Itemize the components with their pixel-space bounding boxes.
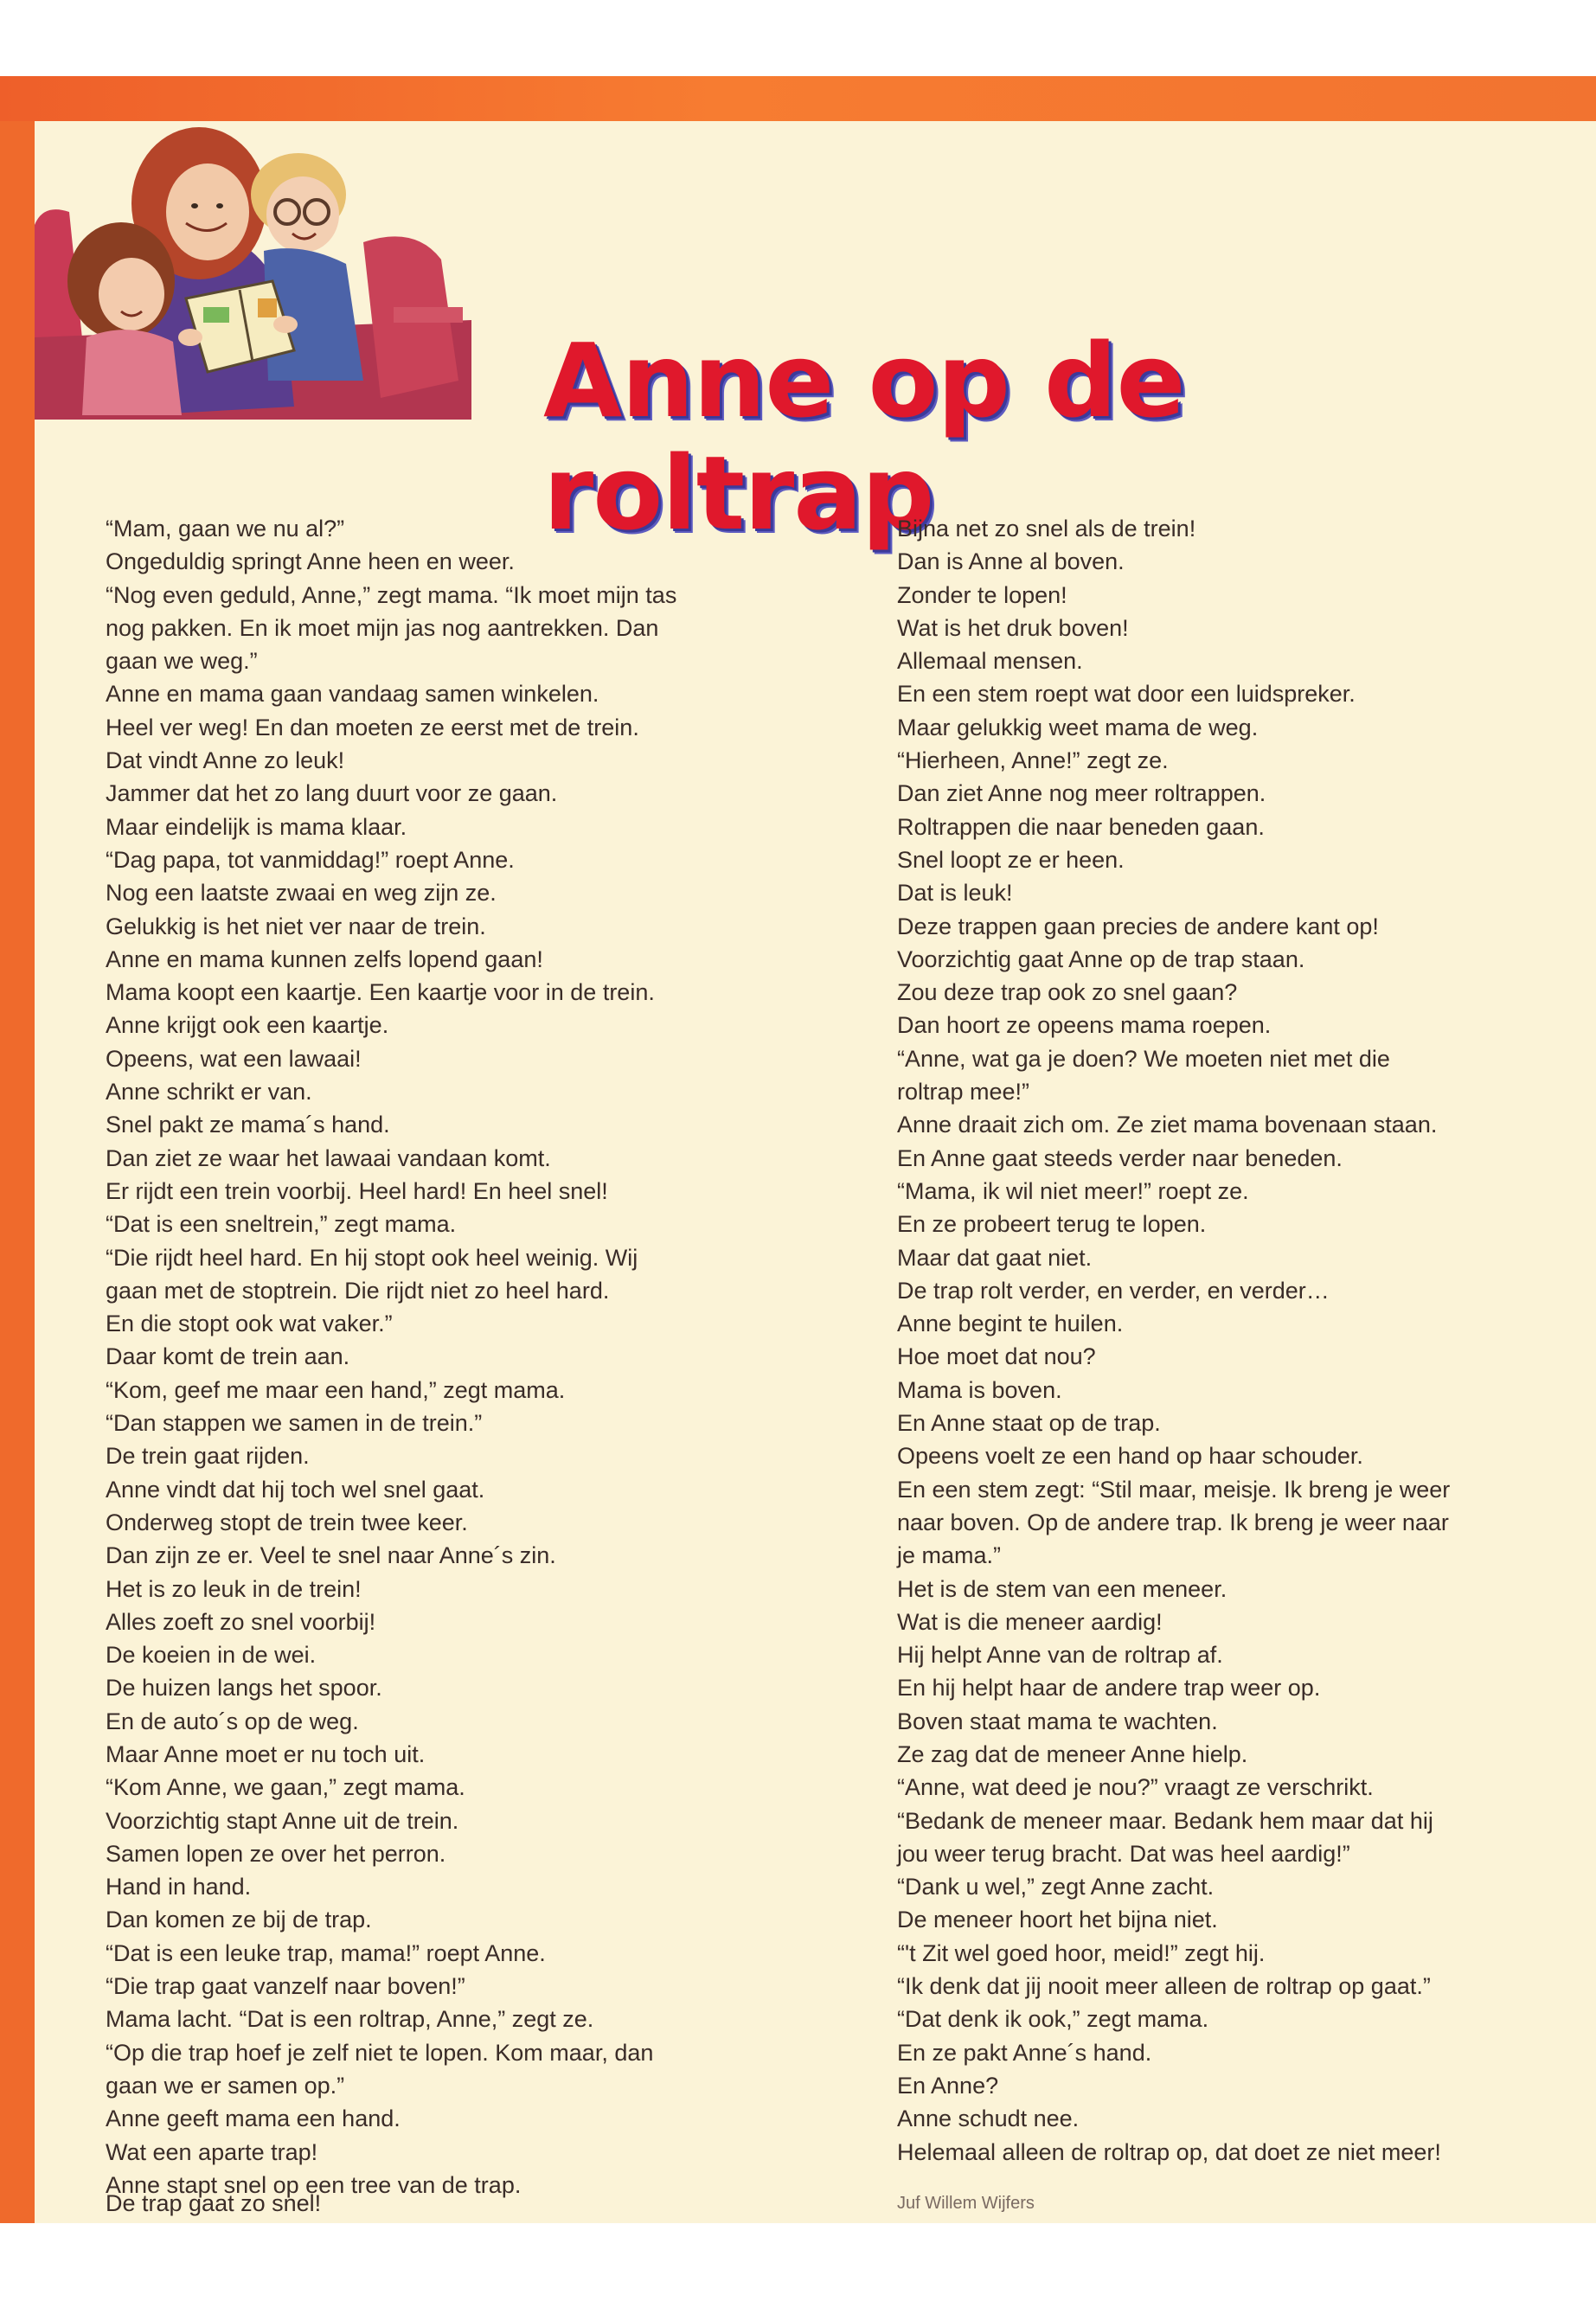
story-line: “Bedank de meneer maar. Bedank hem maar dat hij <box>897 1807 1433 1834</box>
bottom-margin <box>0 2223 1596 2301</box>
mother-face <box>166 163 249 260</box>
left-cutoff-line: De trap gaat zo snel! <box>106 2190 322 2216</box>
story-line: En ze pakt Anne´s hand. <box>897 2039 1152 2066</box>
story-line: Dan zijn ze er. Veel te snel naar Anne´s zin. <box>106 1542 556 1569</box>
story-line: “'t Zit wel goed hoor, meid!” zegt hij. <box>897 1939 1266 1966</box>
story-line: De huizen langs het spoor. <box>106 1675 382 1702</box>
story-line: naar boven. Op de andere trap. Ik breng je weer naar <box>897 1509 1449 1535</box>
story-line: Dan komen ze bij de trap. <box>106 1907 372 1933</box>
story-line: De trap rolt verder, en verder, en verder… <box>897 1277 1330 1304</box>
story-line: Nog een laatste zwaai en weg zijn ze. <box>106 880 497 907</box>
story-line: En een stem roept wat door een luidspreker. <box>897 681 1356 708</box>
story-line: “Mama, ik wil niet meer!” roept ze. <box>897 1177 1249 1204</box>
story-line: Maar gelukkig weet mama de weg. <box>897 714 1259 740</box>
story-line: Voorzichtig stapt Anne uit de trein. <box>106 1807 459 1834</box>
story-line: gaan we er samen op.” <box>106 2072 345 2099</box>
story-line: “Op die trap hoef je zelf niet te lopen. Kom maar, dan <box>106 2039 654 2066</box>
story-line: Voorzichtig gaat Anne op de trap staan. <box>897 945 1305 972</box>
story-line: roltrap mee!” <box>897 1079 1030 1106</box>
story-line: Ongeduldig springt Anne heen en weer. <box>106 548 515 575</box>
story-line: Wat is die meneer aardig! <box>897 1608 1163 1635</box>
story-line: Anne stapt snel op een tree van de trap. <box>106 2171 522 2198</box>
story-line: Hand in hand. <box>106 1874 252 1900</box>
story-line: Daar komt de trein aan. <box>106 1343 350 1370</box>
girl-body <box>82 330 182 415</box>
story-line: De koeien in de wei. <box>106 1642 317 1669</box>
story-line: Het is zo leuk in de trein! <box>106 1575 362 1602</box>
story-line: En hij helpt haar de andere trap weer op. <box>897 1675 1321 1702</box>
story-line: “Die rijdt heel hard. En hij stopt ook heel weinig. Wij <box>106 1244 638 1271</box>
story-line: Hij helpt Anne van de roltrap af. <box>897 1642 1223 1669</box>
story-line: “Dat denk ik ook,” zegt mama. <box>897 2006 1209 2033</box>
story-line: je mama.” <box>897 1542 1002 1569</box>
story-line: Boven staat mama te wachten. <box>897 1708 1218 1734</box>
reading-family-illustration <box>35 121 471 420</box>
story-line: Ze zag dat de meneer Anne hielp. <box>897 1740 1248 1767</box>
story-line: Helemaal alleen de roltrap op, dat doet ze niet meer! <box>897 2138 1441 2165</box>
right-text-column <box>897 512 1589 2169</box>
story-line: Dan is Anne al boven. <box>897 548 1125 575</box>
story-line: “Ik denk dat jij nooit meer alleen de roltrap op gaat.” <box>897 1973 1431 2000</box>
story-line: Maar dat gaat niet. <box>897 1244 1093 1271</box>
story-line: De meneer hoort het bijna niet. <box>897 1907 1218 1933</box>
story-line: Mama koopt een kaartje. Een kaartje voor in de trein. <box>106 979 655 1006</box>
story-line: Dat is leuk! <box>897 880 1013 907</box>
story-line: “Hierheen, Anne!” zegt ze. <box>897 747 1169 774</box>
story-line: Gelukkig is het niet ver naar de trein. <box>106 913 486 939</box>
story-line: Onderweg stopt de trein twee keer. <box>106 1509 468 1535</box>
story-line: Snel pakt ze mama´s hand. <box>106 1112 390 1138</box>
left-text-column <box>106 512 780 2202</box>
story-line: Dan ziet Anne nog meer roltrappen. <box>897 780 1266 807</box>
story-line: Opeens voelt ze een hand op haar schouder. <box>897 1443 1363 1470</box>
story-line: Bijna net zo snel als de trein! <box>897 516 1196 542</box>
story-line: Anne vindt dat hij toch wel snel gaat. <box>106 1476 485 1503</box>
story-line: nog pakken. En ik moet mijn jas nog aantrekken. Dan <box>106 614 659 641</box>
story-line: Snel loopt ze er heen. <box>897 846 1125 873</box>
story-line: Het is de stem van een meneer. <box>897 1575 1227 1602</box>
story-line: Anne draait zich om. Ze ziet mama bovenaan staan. <box>897 1112 1438 1138</box>
story-line: gaan met de stoptrein. Die rijdt niet zo heel hard. <box>106 1277 610 1304</box>
story-line: Roltrappen die naar beneden gaan. <box>897 813 1265 840</box>
story-line: gaan we weg.” <box>106 648 258 675</box>
story-line: “Kom, geef me maar een hand,” zegt mama. <box>106 1376 566 1403</box>
story-line: Anne krijgt ook een kaartje. <box>106 1012 389 1039</box>
story-line: Jammer dat het zo lang duurt voor ze gaan. <box>106 780 558 807</box>
girl-face <box>99 258 164 330</box>
story-line: “Dag papa, tot vanmiddag!” roept Anne. <box>106 846 515 873</box>
story-line: Zou deze trap ook zo snel gaan? <box>897 979 1238 1006</box>
story-line: Opeens, wat een lawaai! <box>106 1045 362 1072</box>
story-line: “Die trap gaat vanzelf naar boven!” <box>106 1973 465 2000</box>
story-line: “Anne, wat ga je doen? We moeten niet met die <box>897 1045 1390 1072</box>
story-line: En een stem zegt: “Stil maar, meisje. Ik breng je weer <box>897 1476 1451 1503</box>
story-line: “Dan stappen we samen in de trein.” <box>106 1410 483 1437</box>
story-line: “Anne, wat deed je nou?” vraagt ze verschrikt. <box>897 1774 1374 1801</box>
story-line: Er rijdt een trein voorbij. Heel hard! En heel snel! <box>106 1177 608 1204</box>
story-line: En Anne staat op de trap. <box>897 1410 1161 1437</box>
story-line: Wat een aparte trap! <box>106 2138 318 2165</box>
story-line: Anne schrikt er van. <box>106 1079 312 1106</box>
story-line: En Anne? <box>897 2072 999 2099</box>
story-line: Dat vindt Anne zo leuk! <box>106 747 345 774</box>
story-line: Dan hoort ze opeens mama roepen. <box>897 1012 1272 1039</box>
story-line: Zonder te lopen! <box>897 581 1067 608</box>
story-line: Maar eindelijk is mama klaar. <box>106 813 407 840</box>
story-line: Anne begint te huilen. <box>897 1311 1124 1337</box>
story-line: Alles zoeft zo snel voorbij! <box>106 1608 376 1635</box>
story-line: Hoe moet dat nou? <box>897 1343 1096 1370</box>
story-line: Dan ziet ze waar het lawaai vandaan komt. <box>106 1144 551 1171</box>
story-line: De trein gaat rijden. <box>106 1443 310 1470</box>
story-line: “Dank u wel,” zegt Anne zacht. <box>897 1874 1215 1900</box>
story-line: “Nog even geduld, Anne,” zegt mama. “Ik moet mijn tas <box>106 581 677 608</box>
story-line: “Dat is een leuke trap, mama!” roept Anne. <box>106 1939 546 1966</box>
story-line: Heel ver weg! En dan moeten ze eerst met de trein. <box>106 714 639 740</box>
story-line: Samen lopen ze over het perron. <box>106 1840 446 1867</box>
story-line: Anne geeft mama een hand. <box>106 2106 401 2132</box>
story-line: Mama lacht. “Dat is een roltrap, Anne,” zegt ze. <box>106 2006 594 2033</box>
story-line: En de auto´s op de weg. <box>106 1708 359 1734</box>
story-line: Anne en mama gaan vandaag samen winkelen. <box>106 681 599 708</box>
story-line: Wat is het druk boven! <box>897 614 1129 641</box>
author-credit: Juf Willem Wijfers <box>897 2194 1035 2213</box>
story-title: Anne op de roltrap <box>543 321 1185 553</box>
story-line: Allemaal mensen. <box>897 648 1083 675</box>
story-line: En Anne gaat steeds verder naar beneden. <box>897 1144 1343 1171</box>
story-line: Maar Anne moet er nu toch uit. <box>106 1740 426 1767</box>
story-line: Anne en mama kunnen zelfs lopend gaan! <box>106 945 543 972</box>
story-line: En ze probeert terug te lopen. <box>897 1211 1207 1238</box>
story-line: Deze trappen gaan precies de andere kant op! <box>897 913 1379 939</box>
story-line: “Dat is een sneltrein,” zegt mama. <box>106 1211 457 1238</box>
story-line: En die stopt ook wat vaker.” <box>106 1311 393 1337</box>
story-line: “Kom Anne, we gaan,” zegt mama. <box>106 1774 465 1801</box>
story-line: “Mam, gaan we nu al?” <box>106 516 345 542</box>
story-line: Anne schudt nee. <box>897 2106 1080 2132</box>
story-line: Mama is boven. <box>897 1376 1062 1403</box>
story-line: jou weer terug bracht. Dat was heel aardig!” <box>897 1840 1350 1867</box>
top-orange-band <box>0 76 1596 121</box>
